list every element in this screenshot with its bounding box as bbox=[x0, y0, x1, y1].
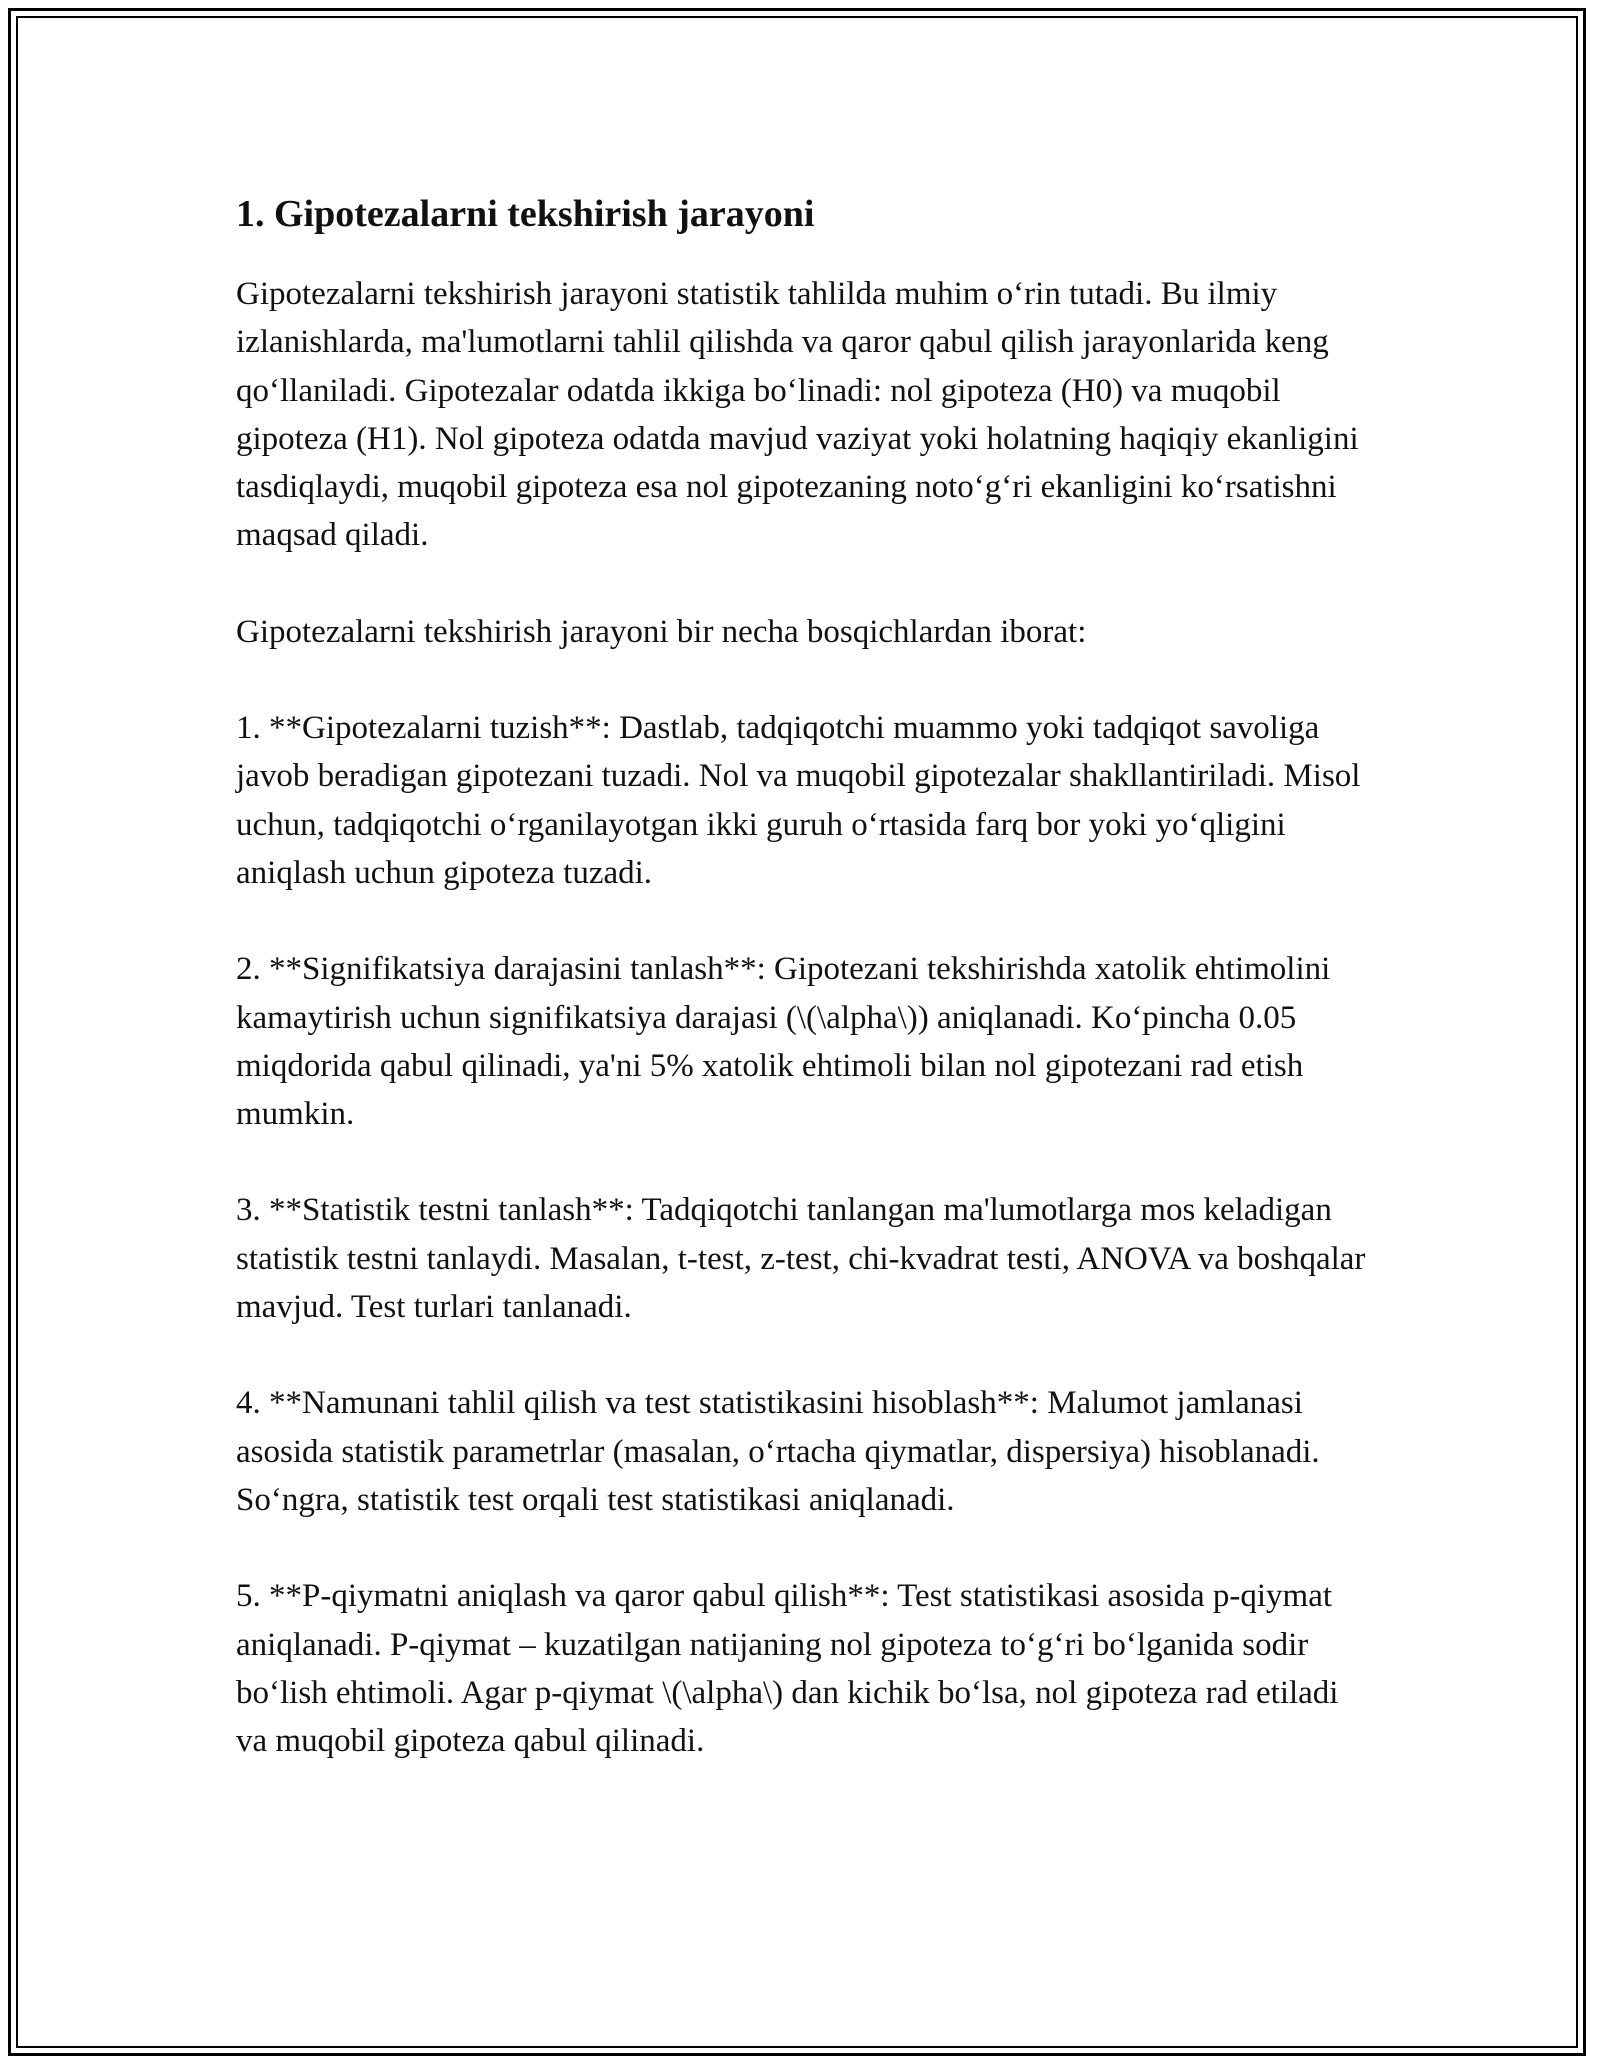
step-3-paragraph: 3. **Statistik testni tanlash**: Tadqiqotchi tanlangan ma'lumotlarga mos keladigan statistik testni tanlaydi. Masalan, t-test, z-test, chi-kvadrat testi, ANOVA va boshqalar mavjud. Test turlari tanlanadi. bbox=[236, 1192, 1366, 1326]
section-heading: 1. Gipotezalarni tekshirish jarayoni bbox=[236, 193, 815, 235]
step-2-paragraph: 2. **Signifikatsiya darajasini tanlash**: Gipotezani tekshirishda xatolik ehtimolini kamaytirish uchun signifikatsiya darajasi (\(\alpha\)) aniqlanadi. Ko‘pincha 0.05 miqdorida qabul qilinadi, ya'ni 5% xatolik ehtimoli bilan nol gipotezani rad etish mumkin. bbox=[236, 951, 1331, 1133]
step-5-paragraph: 5. **P-qiymatni aniqlash va qaror qabul qilish**: Test statistikasi asosida p-qiymat aniqlanadi. P-qiymat – kuzatilgan natijaning nol gipoteza to‘g‘ri bo‘lganida sodir bo‘lish ehtimoli. Agar p-qiymat \(\alpha\) dan kichik bo‘lsa, nol gipoteza rad etiladi va muqobil gipoteza qabul qilinadi. bbox=[236, 1578, 1339, 1760]
step-1-paragraph: 1. **Gipotezalarni tuzish**: Dastlab, tadqiqotchi muammo yoki tadqiqot savoliga javob beradigan gipotezani tuzadi. Nol va muqobil gipotezalar shakllantiriladi. Misol uchun, tadqiqotchi o‘rganilayotgan ikki guruh o‘rtasida farq bor yoki yo‘qligini aniqlash uchun gipoteza tuzadi. bbox=[236, 710, 1361, 891]
document-body bbox=[236, 186, 1376, 1813]
intro-paragraph: Gipotezalarni tekshirish jarayoni statistik tahlilda muhim o‘rin tutadi. Bu ilmiy izlanishlarda, ma'lumotlarni tahlil qilishda va qaror qabul qilish jarayonlarida keng qo‘llaniladi. Gipotezalar odatda ikkiga bo‘linadi: nol gipoteza (H0) va muqobil gipoteza (H1). Nol gipoteza odatda mavjud vaziyat yoki holatning haqiqiy ekanligini tasdiqlaydi, muqobil gipoteza esa nol gipotezaning noto‘g‘ri ekanligini ko‘rsatishni maqsad qiladi. bbox=[236, 276, 1359, 554]
steps-intro-paragraph: Gipotezalarni tekshirish jarayoni bir necha bosqichlardan iborat: bbox=[236, 613, 1087, 650]
step-4-paragraph: 4. **Namunani tahlil qilish va test statistikasini hisoblash**: Malumot jamlanasi asosida statistik parametrlar (masalan, o‘rtacha qiymatlar, dispersiya) hisoblanadi. So‘ngra, statistik test orqali test statistikasi aniqlanadi. bbox=[236, 1385, 1320, 1518]
